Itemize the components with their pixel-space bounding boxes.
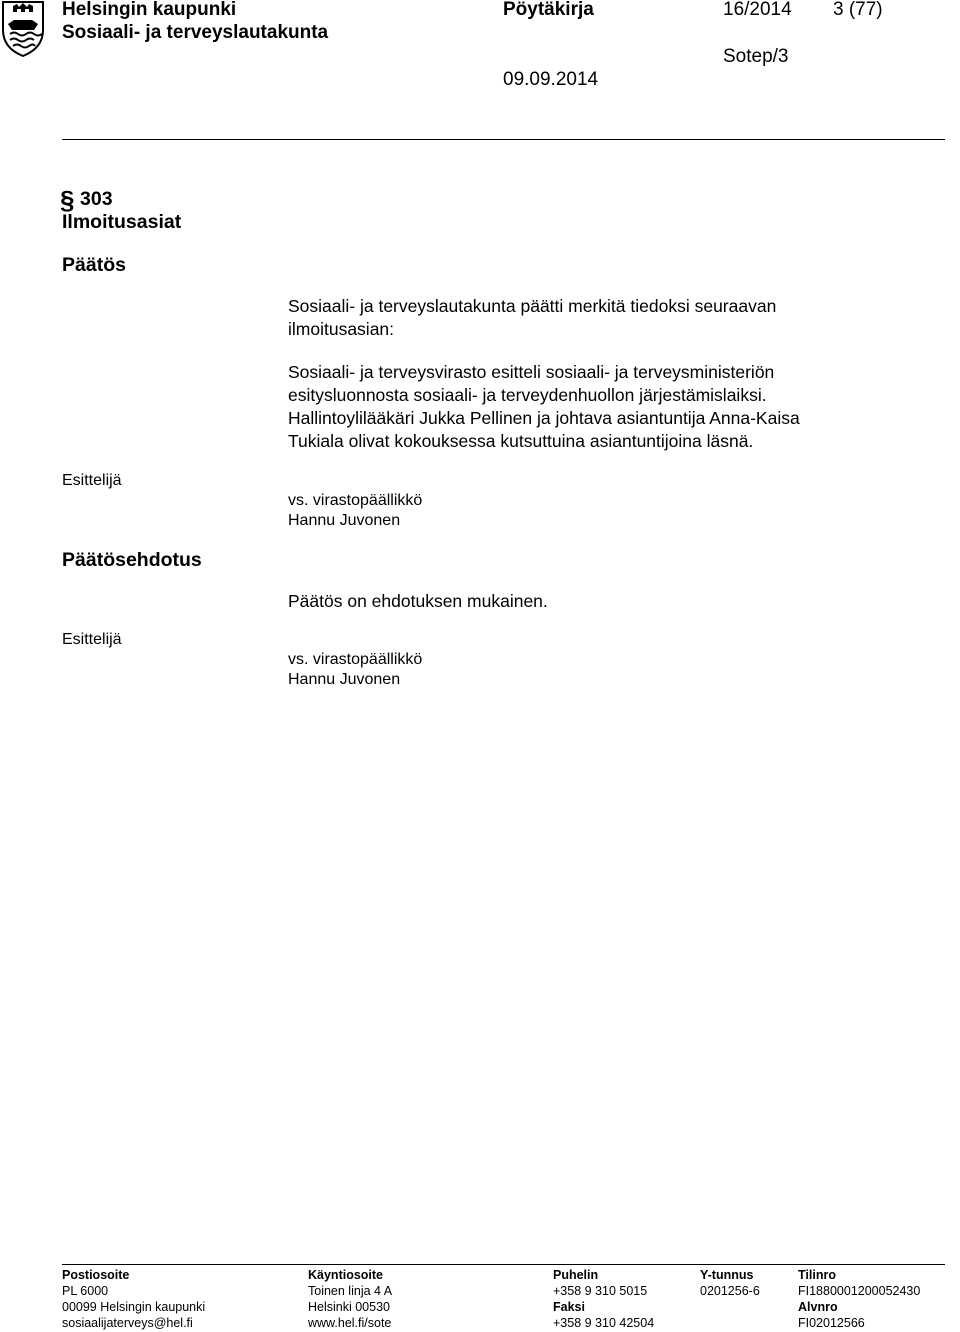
reference-code: Sotep/3: [723, 46, 789, 67]
section-title: Ilmoitusasiat: [62, 211, 182, 233]
footer-rule: [62, 1264, 945, 1265]
footer-email[interactable]: sosiaalijaterveys@hel.fi: [62, 1316, 193, 1330]
proposal-text: Päätös on ehdotuksen mukainen.: [288, 591, 548, 611]
city-logo: [0, 0, 46, 58]
header-rule: [62, 139, 945, 140]
decision-body: Sosiaali- ja terveysvirasto esitteli sosiaali- ja terveysministeriön esitysluonnosta sosiaali- ja terveydenhuollon järjestämislaiksi. Hallintoylilääkäri Jukka Pellinen ja johtava asiantuntija Anna-Kaisa Tukiala olivat kokouksessa kutsuttuina asiantuntijoina läsnä.: [288, 362, 800, 451]
committee-name: Sosiaali- ja terveyslautakunta: [62, 22, 329, 43]
proposal-presenter-name: Hannu Juvonen: [288, 671, 401, 688]
footer-website-link[interactable]: www.hel.fi/sote: [308, 1316, 392, 1330]
footer-ytunnus: Y-tunnus 0201256-6: [700, 1268, 760, 1298]
issue-number: 16/2014: [723, 0, 792, 20]
footer-account: Tilinro FI1880001200052430 Alvnro FI02012566: [798, 1268, 921, 1330]
meeting-date: 09.09.2014: [503, 69, 599, 90]
footer-postal: Postiosoite PL 6000 00099 Helsingin kaupunki sosiaalijaterveys@hel.fi: [62, 1268, 206, 1330]
decision-intro: Sosiaali- ja terveyslautakunta päätti merkitä tiedoksi seuraavan ilmoitusasian:: [288, 296, 777, 339]
org-name: Helsingin kaupunki: [62, 0, 237, 20]
presenter-title: vs. virastopäällikkö: [288, 492, 423, 509]
proposal-heading: Päätösehdotus: [62, 549, 202, 571]
presenter-name: Hannu Juvonen: [288, 512, 401, 529]
decision-heading: Päätös: [62, 254, 126, 276]
presenter-label: Esittelijä: [62, 472, 122, 489]
footer-visit: Käyntiosoite Toinen linja 4 A Helsinki 00530 www.hel.fi/sote: [308, 1268, 393, 1330]
section-sign-icon: §: [60, 185, 75, 215]
proposal-presenter-title: vs. virastopäällikkö: [288, 651, 423, 668]
proposal-presenter-label: Esittelijä: [62, 631, 122, 648]
footer-phone: Puhelin +358 9 310 5015 Faksi +358 9 310 42504: [553, 1268, 655, 1330]
coat-of-arms-icon: [0, 0, 46, 58]
section-number: 303: [80, 188, 113, 210]
document-type: Pöytäkirja: [503, 0, 594, 20]
page-number: 3 (77): [833, 0, 883, 20]
